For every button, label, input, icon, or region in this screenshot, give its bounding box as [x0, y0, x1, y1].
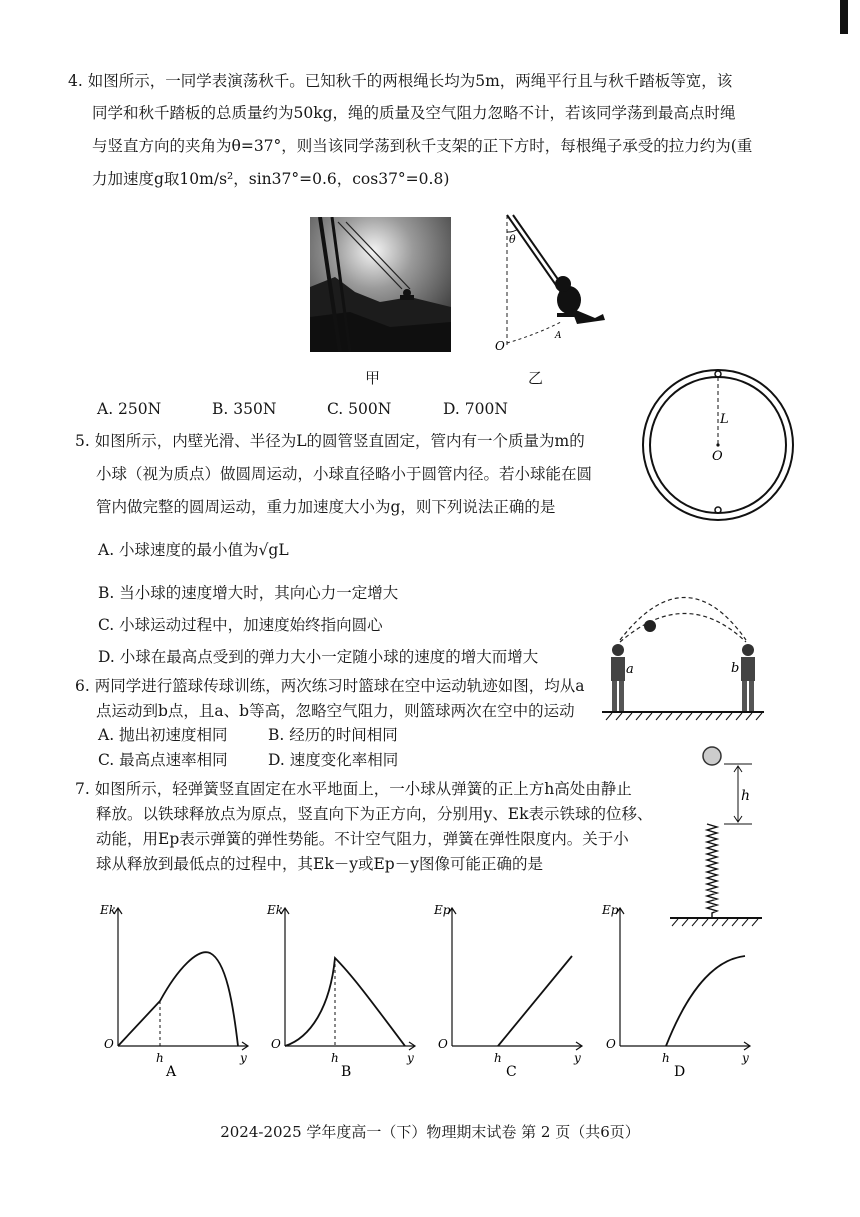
point-a-label: a [626, 662, 634, 677]
q7-line-4: 球从释放到最低点的过程中，其Ek－y或Ep－y图像可能正确的是 [96, 855, 543, 873]
graph-d [600, 898, 755, 1083]
height-h-label: h [741, 788, 751, 804]
graph-a-xlabel: y [240, 1051, 247, 1065]
student-a [611, 644, 625, 711]
q5-option-c: C. 小球运动过程中，加速度始终指向圆心 [98, 616, 383, 634]
graph-d-xlabel: y [742, 1051, 749, 1065]
swing-photo [310, 217, 451, 352]
theta-label: θ [509, 233, 516, 246]
q4-line-3: 与竖直方向的夹角为θ=37°，则当该同学荡到秋千支架的正下方时，每根绳子承受的拉力约为(重 [92, 137, 753, 155]
q5-line-3: 管内做完整的圆周运动，重力加速度大小为g，则下列说法正确的是 [96, 498, 556, 516]
graph-a-origin: O [104, 1037, 114, 1051]
q4-option-d: D. 700N [443, 400, 508, 418]
q4-line-4: 力加速度g取10m/s²，sin37°=0.6，cos37°=0.8) [92, 170, 450, 188]
q5-line-1: 5. 如图所示，内壁光滑、半径为L的圆管竖直固定，管内有一个质量为m的 [75, 432, 585, 450]
q5-option-d: D. 小球在最高点受到的弹力大小一定随小球的速度的增大而增大 [98, 648, 539, 666]
graph-d-tick-h: h [662, 1051, 670, 1065]
q6-line-2: 点运动到b点，且a、b等高，忽略空气阻力，则篮球两次在空中的运动 [96, 702, 575, 720]
graph-c-caption: C [506, 1064, 517, 1080]
q4-option-b: B. 350N [212, 400, 277, 418]
q6-line-1: 6. 两同学进行篮球传球训练，两次练习时篮球在空中运动轨迹如图，均从a [75, 677, 585, 695]
graph-c-line [498, 956, 572, 1046]
graph-c-origin: O [438, 1037, 448, 1051]
graph-a-caption: A [166, 1064, 177, 1080]
center-O-label: O [712, 449, 723, 464]
q6-option-a: A. 抛出初速度相同 [98, 726, 228, 744]
q4-number: 4. [68, 72, 83, 90]
q4-line-1 [68, 70, 732, 92]
graph-c-ylabel: Ep [434, 903, 451, 917]
q5-line-2: 小球（视为质点）做圆周运动，小球直径略小于圆管内径。若小球能在圆 [96, 465, 593, 483]
point-O-label: O [495, 339, 505, 353]
graph-a-ylabel: Ek [100, 903, 117, 917]
q4-line-2: 同学和秋千踏板的总质量约为50kg，绳的质量及空气阻力忽略不计，若该同学荡到最高点时绳 [92, 104, 736, 122]
graph-b [265, 898, 420, 1083]
graph-c-tick-h: h [494, 1051, 502, 1065]
graph-b-curve [285, 958, 405, 1046]
graph-b-xlabel: y [407, 1051, 414, 1065]
radius-L-label: L [720, 412, 729, 427]
graph-b-tick-h: h [331, 1051, 339, 1065]
graph-b-origin: O [271, 1037, 281, 1051]
basketball [644, 620, 656, 632]
q4-option-a: A. 250N [97, 400, 162, 418]
swing-diagram [485, 210, 615, 355]
circular-tube-diagram [630, 365, 806, 525]
page-footer: 2024-2025 学年度高一（下）物理期末试卷 第 2 页（共6页） [220, 1123, 640, 1141]
q7-line-1: 7. 如图所示，轻弹簧竖直固定在水平地面上，一小球从弹簧的正上方h高处由静止 [75, 780, 632, 798]
basketball-diagram [598, 580, 768, 730]
graph-a-tick-h: h [156, 1051, 164, 1065]
graph-d-curve [666, 956, 745, 1046]
q5-option-b: B. 当小球的速度增大时，其向心力一定增大 [98, 584, 399, 602]
student-b [741, 644, 755, 711]
q4-text-1: 如图所示，一同学表演荡秋千。已知秋千的两根绳长均为5m，两绳平行且与秋千踏板等宽，该 [87, 72, 733, 90]
q7-line-3: 动能，用Ep表示弹簧的弹性势能。不计空气阻力，弹簧在弹性限度内。关于小 [96, 830, 629, 848]
graph-b-caption: B [341, 1064, 352, 1080]
graph-d-origin: O [606, 1037, 616, 1051]
q6-option-c: C. 最高点速率相同 [98, 751, 228, 769]
q6-option-d: D. 速度变化率相同 [268, 751, 399, 769]
q5-option-a: A. 小球速度的最小值为√gL [98, 541, 289, 559]
graph-c-xlabel: y [574, 1051, 581, 1065]
iron-ball [703, 747, 721, 765]
graph-b-ylabel: Ek [267, 903, 284, 917]
q4-option-c: C. 500N [327, 400, 392, 418]
fig-label-jia: 甲 [365, 369, 381, 387]
q7-line-2: 释放。以铁球释放点为原点，竖直向下为正方向，分别用y、Ek表示铁球的位移、 [96, 805, 653, 823]
graph-a-curve [118, 952, 238, 1046]
graph-a [98, 898, 253, 1083]
point-b-label: b [731, 661, 740, 676]
fig-label-yi: 乙 [528, 369, 544, 387]
trajectory-high [620, 598, 746, 641]
q6-option-b: B. 经历的时间相同 [268, 726, 398, 744]
point-A-label: A [555, 331, 562, 341]
scan-edge-mark [840, 0, 848, 34]
graph-c [432, 898, 587, 1083]
graph-d-ylabel: Ep [602, 903, 619, 917]
graph-d-caption: D [674, 1064, 686, 1080]
